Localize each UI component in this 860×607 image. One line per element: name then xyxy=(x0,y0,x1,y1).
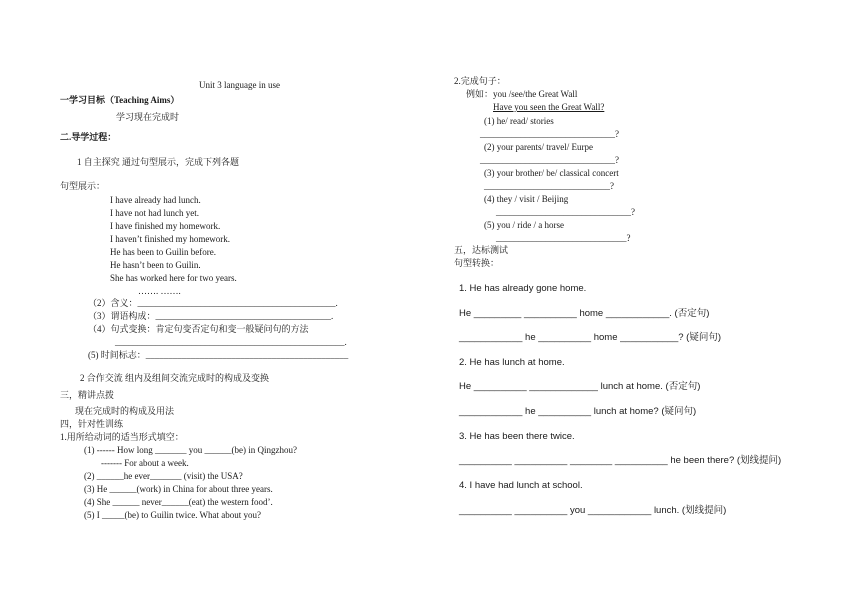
exercise2-heading: 2.完成句子： xyxy=(454,76,506,86)
sentence-prompt: (4) they / visit / Beijing xyxy=(484,194,569,204)
sentence-prompt: (5) you / ride / a horse xyxy=(484,220,564,230)
answer-line: _____________________________? xyxy=(496,233,631,243)
exercise-item: (4) She ______ never______(eat) the western food’. xyxy=(84,497,273,507)
sentence-prompt: (3) your brother/ be/ classical concert xyxy=(484,168,619,178)
example-sentence: I have already had lunch. xyxy=(110,195,201,205)
ellipsis: ……. ……. xyxy=(138,286,181,296)
sentence-prompt: (1) he/ read/ stories xyxy=(484,116,554,126)
page-title: Unit 3 language in use xyxy=(199,80,280,90)
step1-text: 1 自主探究 通过句型展示，完成下列各题 xyxy=(77,157,240,167)
example-sentence: I haven’t finished my homework. xyxy=(110,234,231,244)
answer-line: ______________________________? xyxy=(496,207,635,217)
example-sentence: I have finished my homework. xyxy=(110,221,221,231)
example-sentence: She has worked here for two years. xyxy=(110,273,237,283)
sentences-heading: 句型展示： xyxy=(60,181,106,191)
test-answer-line: ____________ he __________ lunch at home? (疑问句) xyxy=(459,406,697,417)
example-sentence: I have not had lunch yet. xyxy=(110,208,199,218)
test-question: 2. He has lunch at home. xyxy=(459,357,565,368)
example-prompt: 例如：you /see/the Great Wall xyxy=(466,89,578,99)
answer-line: ______________________________? xyxy=(480,155,619,165)
exercise1-heading: 1.用所给动词的适当形式填空： xyxy=(60,432,184,442)
transform-heading: 句型转换： xyxy=(454,258,500,268)
aims-text: 学习现在完成时 xyxy=(116,112,180,122)
sentence-prompt: (2) your parents/ travel/ Eurpe xyxy=(484,142,593,152)
test-question: 4. I have had lunch at school. xyxy=(459,480,583,491)
test-answer-line: __________ __________ you ____________ lunch. (划线提问) xyxy=(459,505,727,516)
answer-line: ___________________________________________________. xyxy=(115,337,347,347)
exercise-item: (3) He ______(work) in China for about three years. xyxy=(84,484,273,494)
test-answer-line: He __________ _____________ lunch at home. (否定句) xyxy=(459,381,701,392)
aims-heading: 一学习目标（Teaching Aims） xyxy=(60,95,180,105)
question-transform: （4）句式变换：肯定句变否定句和变一般疑问句的方法 xyxy=(88,324,309,334)
example-answer: Have you seen the Great Wall? xyxy=(493,102,605,112)
section5-heading: 五，达标测试 xyxy=(454,245,509,255)
section4-heading: 四，针对性训练 xyxy=(60,419,124,429)
test-answer-line: He _________ __________ home ____________. (否定句) xyxy=(459,308,710,319)
answer-line: ______________________________? xyxy=(480,129,619,139)
exercise-item: ------- For about a week. xyxy=(101,458,189,468)
test-question: 3. He has been there twice. xyxy=(459,431,575,442)
question-time-markers: (5) 时间标志：_____________________________________________ xyxy=(88,350,349,360)
test-question: 1. He has already gone home. xyxy=(459,283,587,294)
step2-text: 2 合作交流 组内及组间交流完成时的构成及变换 xyxy=(80,373,270,383)
answer-line: ____________________________? xyxy=(484,181,614,191)
process-heading: 二.导学过程： xyxy=(60,132,117,142)
example-sentence: He hasn’t been to Guilin. xyxy=(110,260,201,270)
section3-heading: 三，精讲点拨 xyxy=(60,390,115,400)
test-answer-line: ____________ he __________ home ___________? (疑问句) xyxy=(459,332,721,343)
exercise-item: (1) ------ How long _______ you ______(be) in Qingzhou? xyxy=(84,445,297,455)
exercise-item: (2) ______he ever_______ (visit) the USA? xyxy=(84,471,243,481)
section3-text: 现在完成时的构成及用法 xyxy=(75,406,175,416)
question-meaning: （2）含义：____________________________________________. xyxy=(88,298,338,308)
test-answer-line: __________ __________ ________ __________ he been there? (划线提问) xyxy=(459,455,782,466)
exercise-item: (5) I _____(be) to Guilin twice. What about you? xyxy=(84,510,262,520)
question-predicate: （3）谓语构成：_______________________________________. xyxy=(88,311,334,321)
example-sentence: He has been to Guilin before. xyxy=(110,247,216,257)
